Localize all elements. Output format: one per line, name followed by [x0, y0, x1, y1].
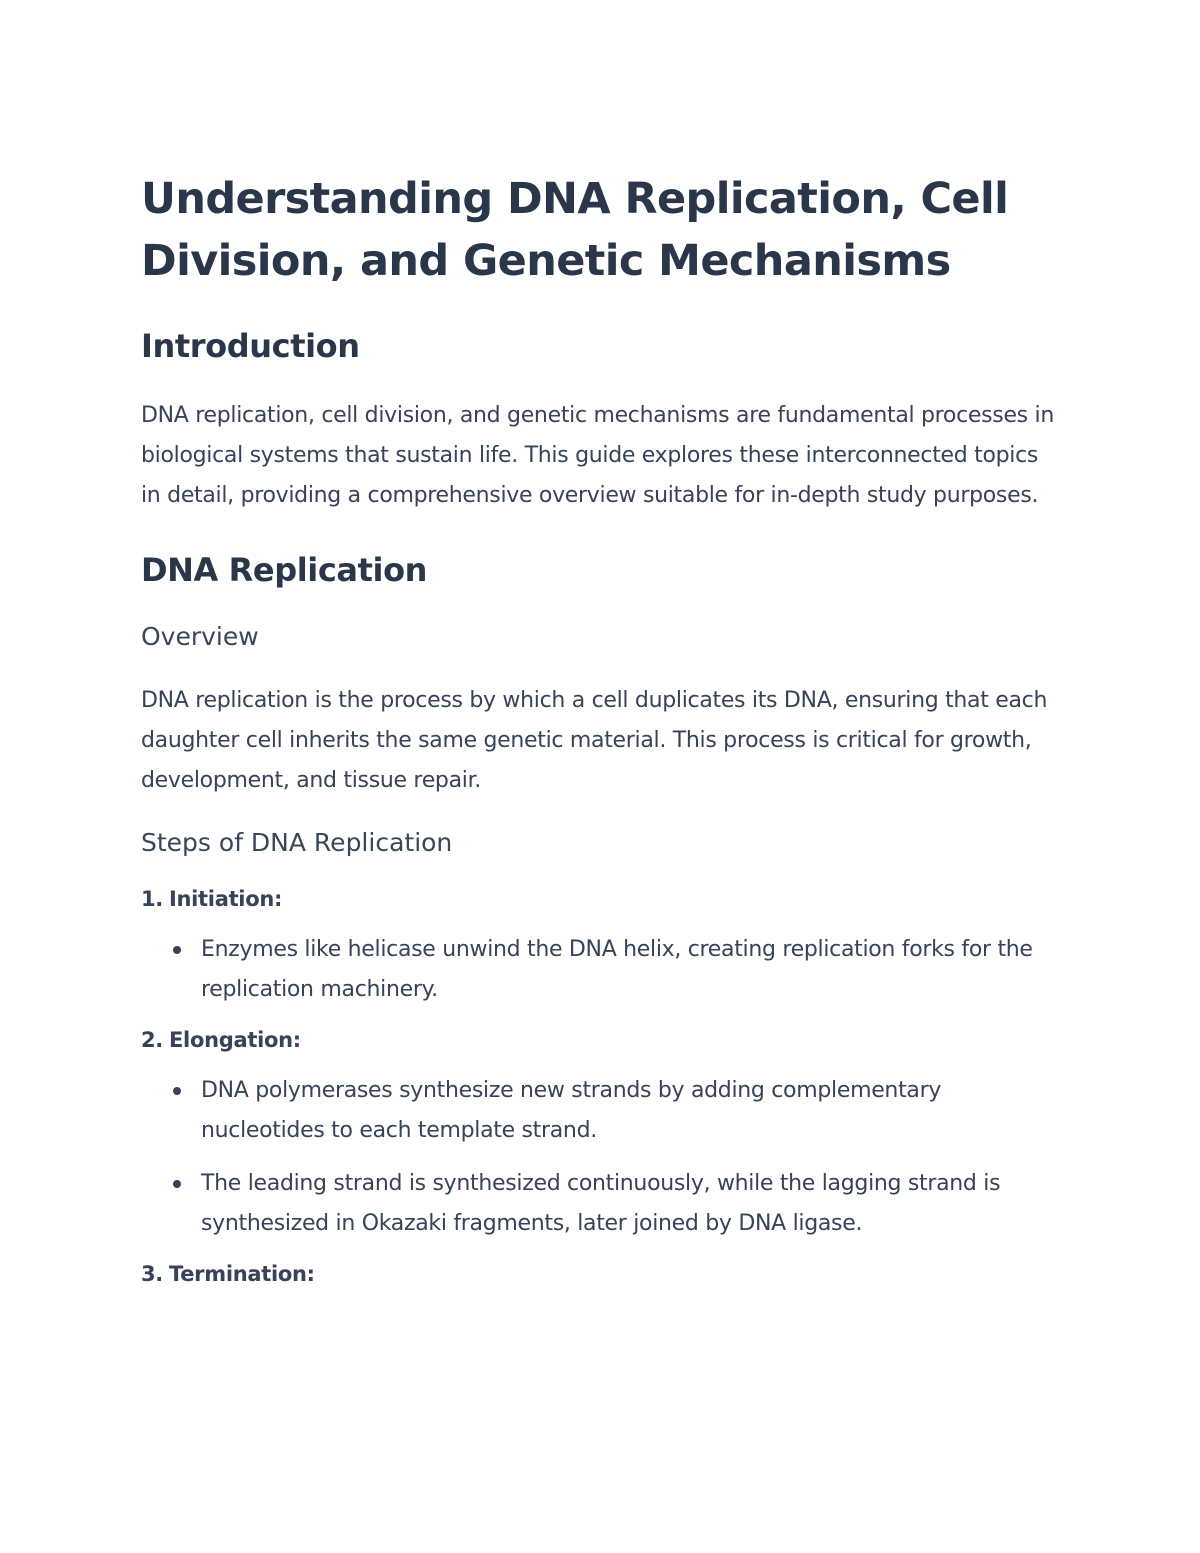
step-number: 2.	[141, 1028, 163, 1052]
step-label: Termination:	[169, 1262, 315, 1286]
step-number: 1.	[141, 887, 163, 911]
bullet-dot-icon	[173, 1087, 181, 1095]
step-item-termination	[141, 1257, 1061, 1291]
step-bullets	[141, 1071, 1061, 1244]
step-title	[141, 1257, 1061, 1291]
bullet-text: Enzymes like helicase unwind the DNA helix, creating replication forks for the replication machinery.	[201, 937, 1033, 1002]
step-number: 3.	[141, 1262, 163, 1286]
step-title	[141, 882, 1061, 916]
step-item-initiation	[141, 882, 1061, 1010]
step-title	[141, 1023, 1061, 1057]
document-page	[141, 168, 1061, 1291]
steps-heading: Steps of DNA Replication	[141, 828, 453, 857]
introduction-paragraph: DNA replication, cell division, and genetic mechanisms are fundamental processes in biological systems that sustain life. This guide explores these interconnected topics in detail, providing a comprehensive overview suitable for in-depth study purposes.	[141, 403, 1054, 508]
bullet-item	[171, 1071, 1061, 1151]
step-bullets	[141, 930, 1061, 1010]
bullet-dot-icon	[173, 1180, 181, 1188]
step-label: Initiation:	[169, 887, 283, 911]
bullet-item	[171, 930, 1061, 1010]
dna-replication-heading: DNA Replication	[141, 551, 428, 589]
introduction-heading: Introduction	[141, 327, 360, 365]
bullet-dot-icon	[173, 946, 181, 954]
overview-paragraph: DNA replication is the process by which a cell duplicates its DNA, ensuring that each daughter cell inherits the same genetic material. This process is critical for growth, development, and tissue repair.	[141, 688, 1048, 793]
document-title: Understanding DNA Replication, Cell Division, and Genetic Mechanisms	[141, 174, 1009, 286]
steps-list	[141, 882, 1061, 1291]
bullet-item	[171, 1164, 1061, 1244]
bullet-text: The leading strand is synthesized continuously, while the lagging strand is synthesized in Okazaki fragments, later joined by DNA ligase.	[201, 1171, 1001, 1236]
overview-heading: Overview	[141, 622, 259, 651]
step-label: Elongation:	[169, 1028, 301, 1052]
step-item-elongation	[141, 1023, 1061, 1244]
bullet-text: DNA polymerases synthesize new strands by adding complementary nucleotides to each template strand.	[201, 1078, 942, 1143]
